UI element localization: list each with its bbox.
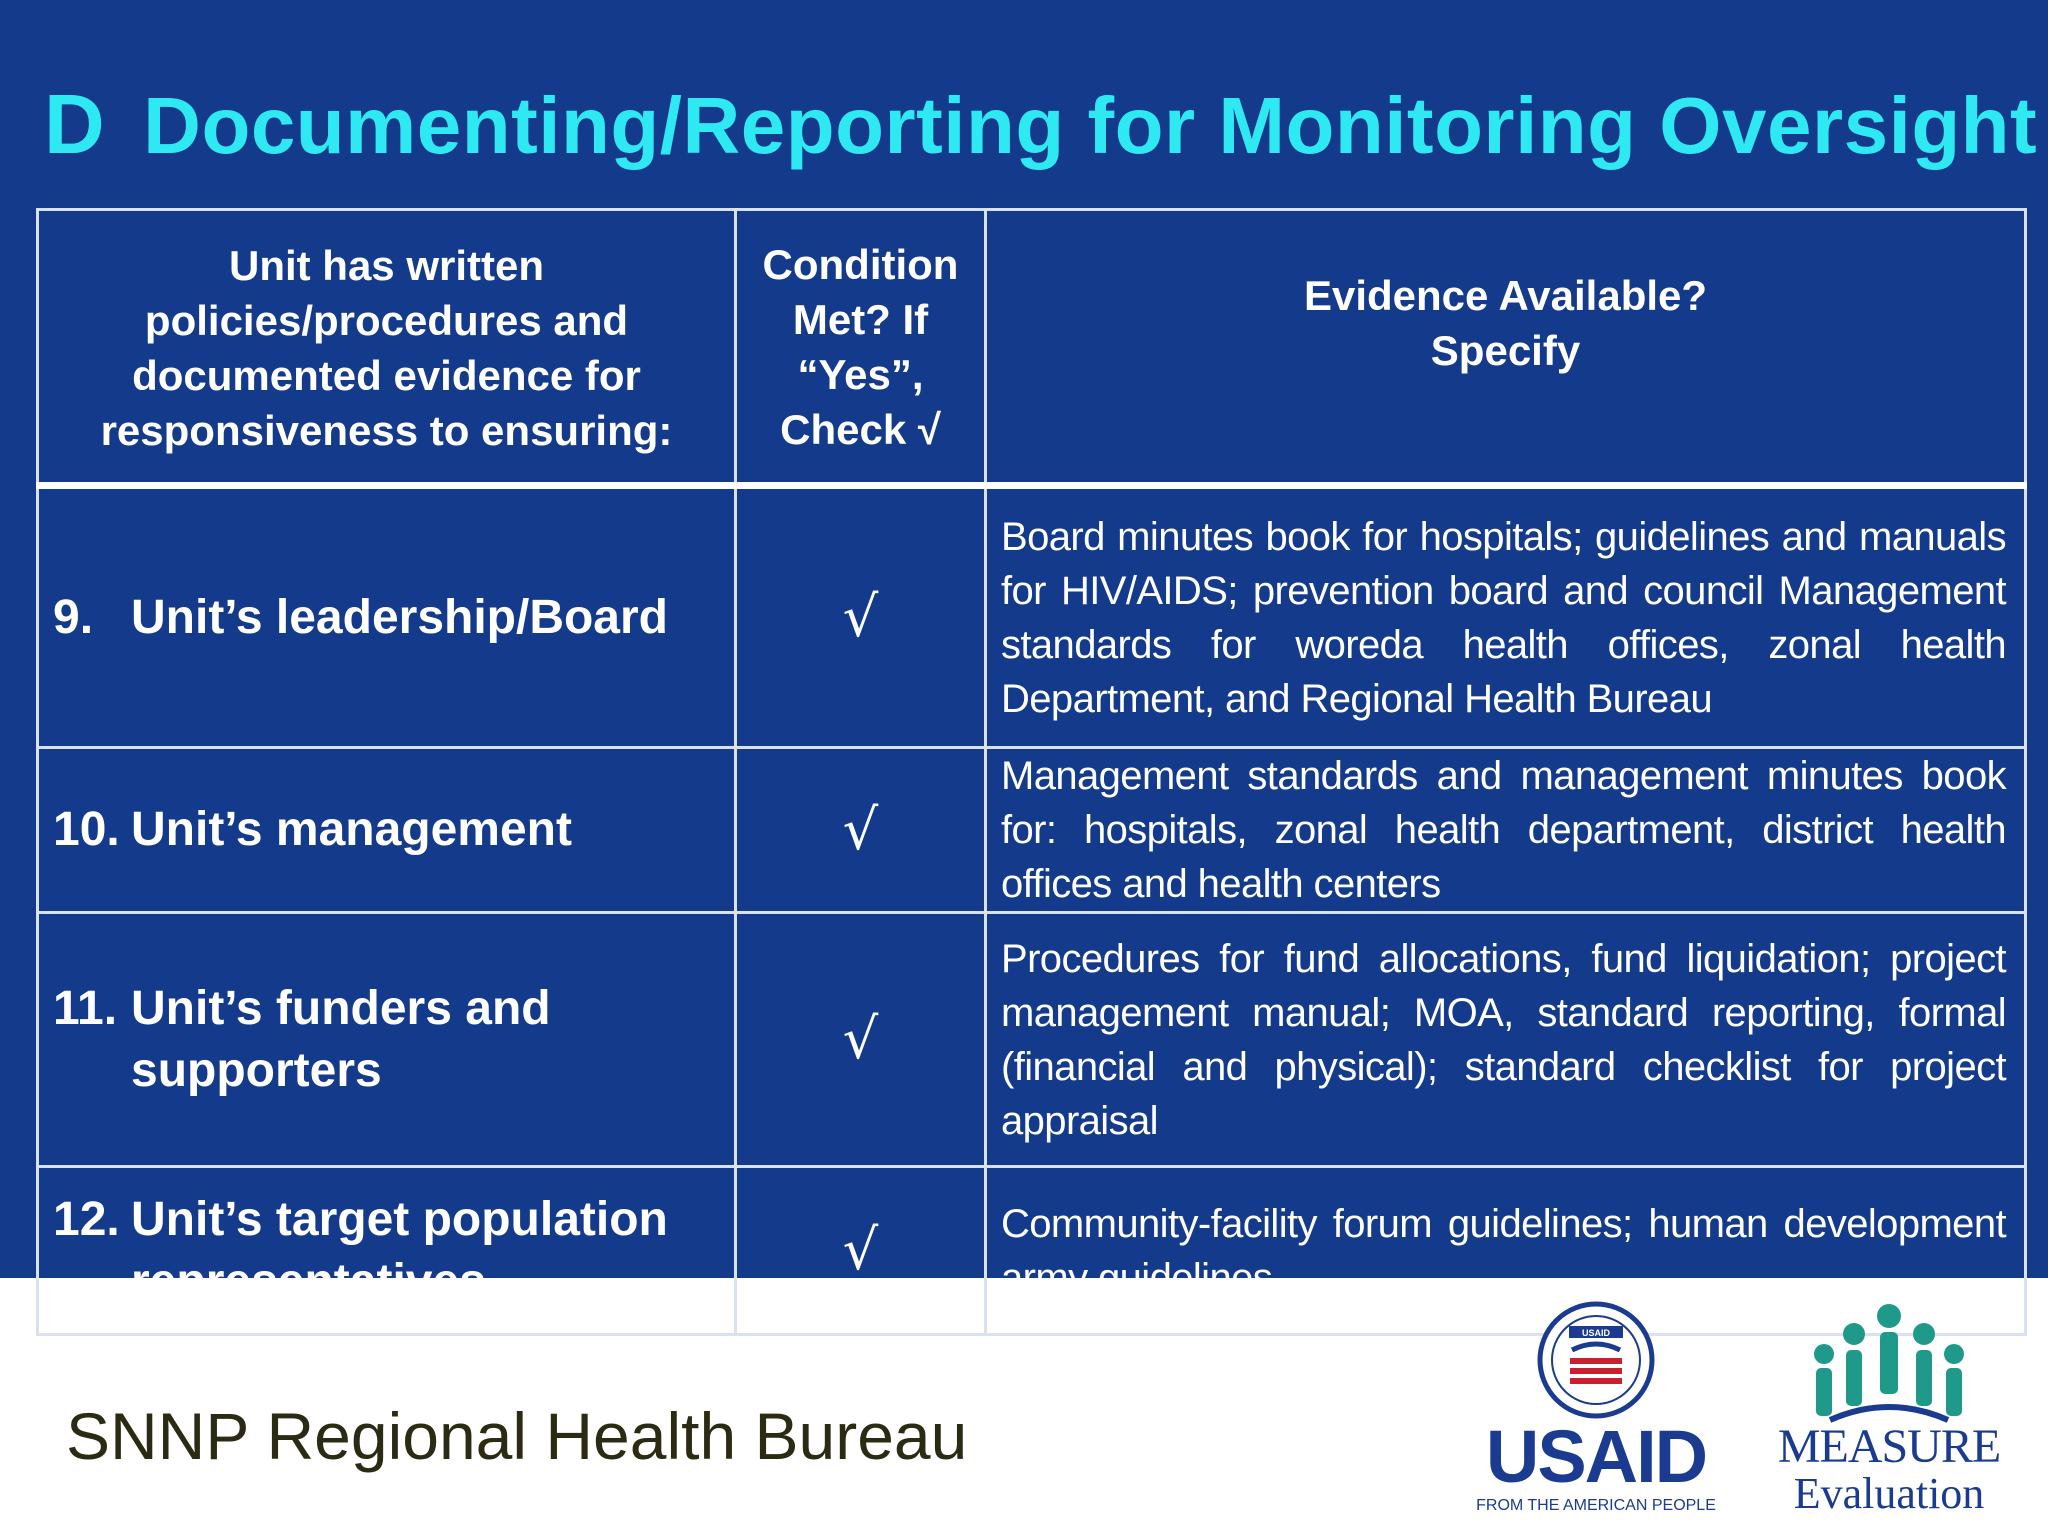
unit-label: Unit’s funders and [131,981,551,1035]
table-row [38,486,2026,748]
evidence-text: Community-facility forum guidelines; human development army guidelines [986,1167,2026,1335]
unit-cell [38,748,736,913]
table-row [38,1167,2026,1335]
table-header-row [38,210,2026,486]
header-evidence [986,210,2026,486]
usaid-seal-icon [1540,1304,1652,1416]
table-row [38,913,2026,1167]
unit-label-line2: supporters [131,1043,382,1097]
unit-label: Unit’s leadership/Board [131,590,668,644]
header-evidence-line1: Evidence Available? [1303,272,1708,319]
checklist-table [36,208,2027,1336]
unit-label: Unit’s management [131,803,572,856]
unit-cell [38,1167,736,1335]
usaid-tagline: FROM THE AMERICAN PEOPLE [1476,1497,1716,1514]
row-number: 9. [53,590,94,644]
check-mark: √ [736,486,986,748]
people-figures-icon [1814,1304,1964,1416]
row-number: 12. [53,1192,120,1246]
row-number: 10. [53,803,120,856]
unit-label: Unit’s target population [131,1192,668,1246]
header-evidence-line2: Specify [1430,327,1581,374]
evidence-text: Management standards and management minutes book for: hospitals, zonal health department, district health offices and health centers [986,748,2026,913]
row-number: 11. [53,981,118,1035]
footer-org-name: SNNP Regional Health Bureau [66,1399,968,1473]
measure-evaluation-logo [1772,1302,2006,1516]
measure-wordmark: MEASURE [1777,1420,2001,1473]
slide-title [44,64,2038,184]
table-row [38,748,2026,913]
unit-label-line2: representatives [131,1254,486,1308]
usaid-seal-text: USAID [1581,1328,1611,1338]
section-letter: D [44,77,106,171]
title-text: Documenting/Reporting for Monitoring Oversight [143,81,2038,170]
header-condition-met: Condition Met? If “Yes”, Check √ [736,210,986,486]
check-mark: √ [736,913,986,1167]
check-mark: √ [736,1167,986,1335]
evidence-text: Procedures for fund allocations, fund liquidation; project management manual; MOA, standard reporting, formal (financial and physical); standard checklist for project appraisal [986,913,2026,1167]
evidence-text: Board minutes book for hospitals; guidelines and manuals for HIV/AIDS; prevention board and council Management standards for woreda health offices, zonal health Department, and Regional Health Bureau [986,486,2026,748]
evaluation-wordmark: Evaluation [1793,1469,1985,1516]
header-unit-policies: Unit has written policies/procedures and documented evidence for responsiveness to ensuring: [38,210,736,486]
unit-cell [38,486,736,748]
unit-cell [38,913,736,1167]
check-mark: √ [736,748,986,913]
usaid-logo [1466,1300,1726,1516]
usaid-wordmark: USAID [1485,1415,1707,1498]
